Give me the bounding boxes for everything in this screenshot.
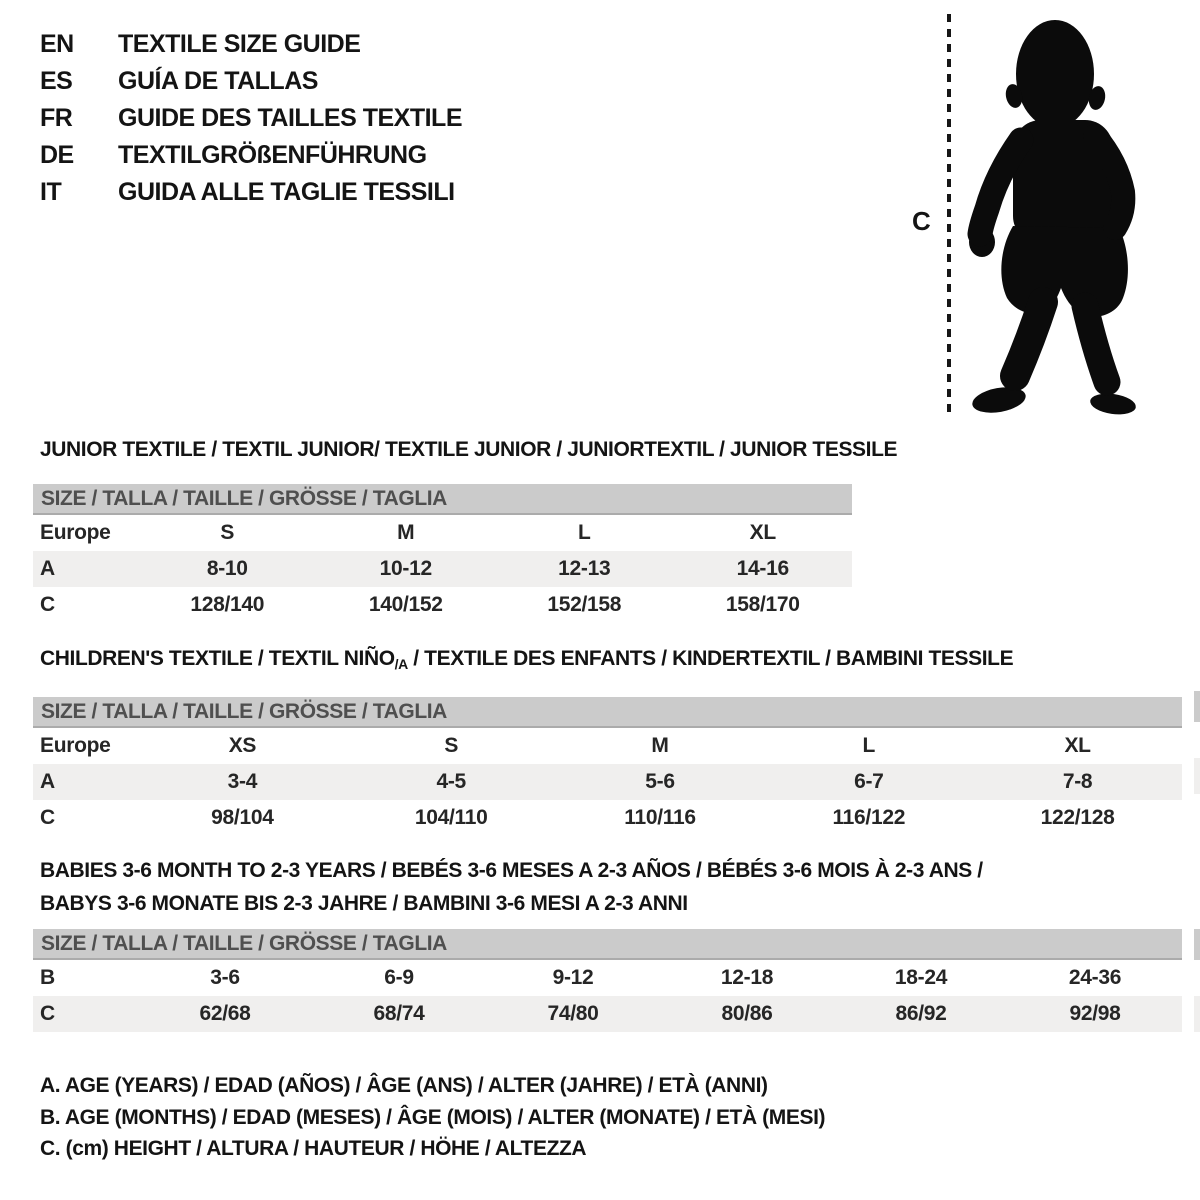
row-label: C (40, 1002, 55, 1025)
table-edge-artifact (1194, 996, 1200, 1032)
height-measure-dashed-line (947, 14, 951, 418)
size-value: 3-6 (210, 966, 240, 989)
size-value: 8-10 (206, 557, 248, 580)
size-table (33, 515, 852, 623)
size-value: L (577, 521, 591, 544)
language-row (40, 63, 462, 100)
size-value: 6-9 (384, 966, 414, 989)
section-heading (33, 433, 898, 466)
table-row (33, 728, 1182, 764)
guide-title: GUÍA DE TALLAS (118, 67, 318, 95)
row-label: A (40, 557, 55, 580)
size-value: 4-5 (436, 770, 466, 793)
language-row (40, 26, 462, 63)
language-code: DE (40, 141, 74, 169)
size-value: 7-8 (1062, 770, 1093, 793)
size-value: 116/122 (832, 806, 906, 829)
size-value: XL (749, 521, 776, 544)
language-code: ES (40, 67, 73, 95)
section-heading (33, 642, 1182, 681)
guide-title: TEXTILE SIZE GUIDE (118, 30, 361, 58)
row-label: C (40, 593, 55, 616)
size-value: 24-36 (1068, 966, 1122, 989)
height-measure-label-c: C (912, 206, 931, 236)
size-value: 62/68 (199, 1002, 251, 1025)
size-value: 10-12 (379, 557, 432, 580)
language-title-list (40, 26, 462, 211)
size-table (33, 960, 1182, 1032)
row-label: B (40, 966, 55, 989)
section-heading-line (40, 642, 1182, 681)
section-heading-line (40, 433, 898, 466)
size-value: 122/128 (1040, 806, 1115, 829)
heading-text: JUNIOR TEXTILE / TEXTIL JUNIOR/ TEXTILE JUNIOR / JUNIORTEXTIL / JUNIOR TESSILE (40, 438, 898, 461)
section-heading (33, 854, 1182, 920)
size-value: 140/152 (368, 593, 443, 616)
language-code: FR (40, 104, 73, 132)
heading-subscript: /A (394, 656, 408, 672)
section-childrens-textile (33, 642, 1182, 836)
size-value: 104/110 (414, 806, 488, 829)
size-value: 6-7 (854, 770, 884, 793)
section-junior-textile (33, 433, 898, 623)
size-value: S (444, 734, 459, 757)
table-edge-artifact (1194, 691, 1200, 722)
legend-line-b: B. AGE (MONTHS) / EDAD (MESES) / ÂGE (MOIS) / ALTER (MONATE) / ETÀ (MESI) (40, 1105, 826, 1129)
table-row (33, 587, 852, 623)
language-code: EN (40, 30, 74, 58)
size-value: 18-24 (894, 966, 948, 989)
size-value: 92/98 (1069, 1002, 1121, 1025)
size-value: L (862, 734, 876, 757)
table-row (33, 515, 852, 551)
guide-title: GUIDA ALLE TAGLIE TESSILI (118, 178, 455, 206)
heading-text: BABIES 3-6 MONTH TO 2-3 YEARS / BEBÉS 3-6 MESES A 2-3 AÑOS / BÉBÉS 3-6 MOIS À 2-3 ANS / (40, 859, 983, 882)
size-header-bar: SIZE / TALLA / TAILLE / GRÖSSE / TAGLIA (33, 484, 852, 515)
table-row (33, 551, 852, 587)
row-label: Europe (40, 734, 111, 757)
language-row (40, 100, 462, 137)
table-row (33, 764, 1182, 800)
size-value: 5-6 (645, 770, 675, 793)
table-edge-artifact (1194, 758, 1200, 794)
size-value: XL (1064, 734, 1091, 757)
row-label: A (40, 770, 55, 793)
size-value: 110/116 (624, 806, 696, 829)
section-heading-line (40, 854, 1182, 887)
size-value: 158/170 (725, 593, 800, 616)
size-header-bar: SIZE / TALLA / TAILLE / GRÖSSE / TAGLIA (33, 697, 1182, 728)
size-header-bar: SIZE / TALLA / TAILLE / GRÖSSE / TAGLIA (33, 929, 1182, 960)
table-row (33, 800, 1182, 836)
size-value: 152/158 (547, 593, 622, 616)
language-code: IT (40, 178, 62, 206)
size-value: 128/140 (190, 593, 265, 616)
size-value: XS (228, 734, 257, 757)
size-value: 12-18 (720, 966, 774, 989)
size-value: 86/92 (895, 1002, 947, 1025)
row-label: Europe (40, 521, 111, 544)
section-heading-line (40, 887, 1182, 920)
size-value: 3-4 (227, 770, 258, 793)
heading-text: / TEXTILE DES ENFANTS / KINDERTEXTIL / BAMBINI TESSILE (407, 647, 1014, 670)
legend-line-c: C. (cm) HEIGHT / ALTURA / HAUTEUR / HÖHE / ALTEZZA (40, 1137, 587, 1160)
language-row (40, 137, 462, 174)
size-value: 9-12 (552, 966, 594, 989)
size-value: 12-13 (558, 557, 611, 580)
table-row (33, 960, 1182, 996)
table-row (33, 996, 1182, 1032)
size-table (33, 728, 1182, 836)
measurement-legend (40, 1070, 825, 1165)
size-value: 74/80 (547, 1002, 599, 1025)
size-value: 80/86 (721, 1002, 773, 1025)
table-edge-artifact (1194, 929, 1200, 960)
guide-title: TEXTILGRÖßENFÜHRUNG (118, 141, 427, 169)
size-value: 14-16 (736, 557, 789, 580)
size-value: M (397, 521, 415, 544)
language-row (40, 174, 462, 211)
size-value: M (651, 734, 669, 757)
size-value: S (220, 521, 235, 544)
size-value: 68/74 (373, 1002, 425, 1025)
guide-title: GUIDE DES TAILLES TEXTILE (118, 104, 463, 132)
section-babies-textile (33, 854, 1182, 1032)
heading-text: CHILDREN'S TEXTILE / TEXTIL NIÑO (40, 647, 395, 670)
legend-line-a: A. AGE (YEARS) / EDAD (AÑOS) / ÂGE (ANS) / ALTER (JAHRE) / ETÀ (ANNI) (40, 1074, 768, 1097)
row-label: C (40, 806, 55, 829)
toddler-silhouette-image (963, 14, 1140, 420)
size-value: 98/104 (211, 806, 274, 829)
heading-text: BABYS 3-6 MONATE BIS 2-3 JAHRE / BAMBINI 3-6 MESI A 2-3 ANNI (40, 892, 688, 915)
